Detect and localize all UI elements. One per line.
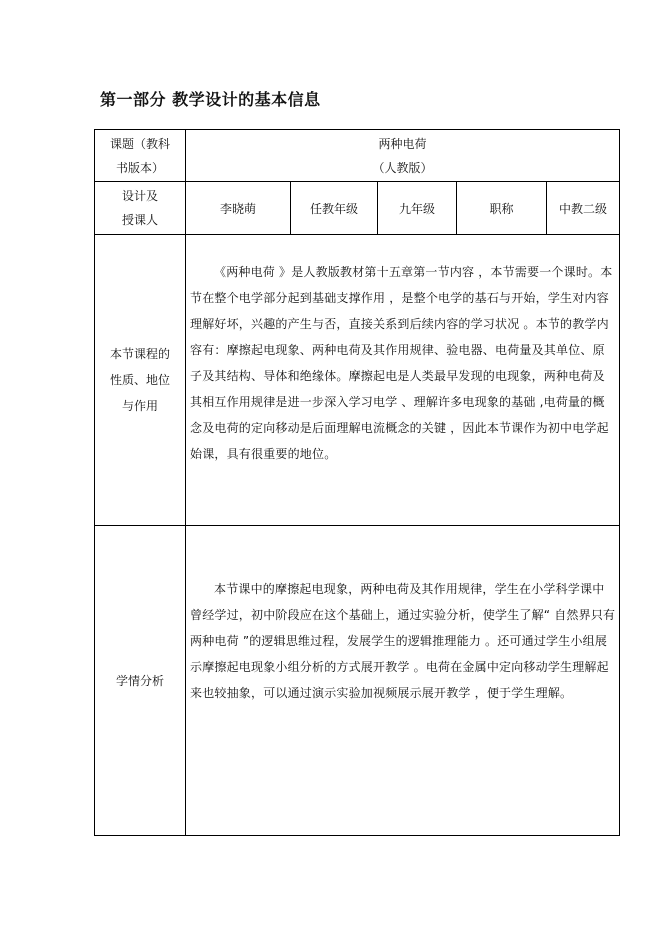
topic-label-line: 书版本） <box>115 160 164 175</box>
analysis-text: 本节课中的摩擦起电现象，两种电荷及其作用规律，学生在小学科学课中曾经学过，初中阶段应在这个基础上，通过实验分析，使学生了解“ 自然界只有两种电荷 ”的逻辑思维过程，发展学生的逻辑推理能力 。还可通过学生小组展示摩擦起电现象小组分析的方式展开教学 。电荷在金属中定向移动学生理解起来也较抽象，可以通过演示实验加视频展示展开教学 ，便于学生理解。 <box>190 582 616 700</box>
analysis-text-cell <box>186 526 620 836</box>
analysis-label: 学情分析 <box>95 526 186 836</box>
designer-label-line: 授课人 <box>121 213 158 227</box>
nature-row <box>95 235 620 526</box>
title-value: 中教二级 <box>547 182 620 235</box>
designer-label-line: 设计及 <box>121 189 158 203</box>
topic-title: 两种电荷 <box>378 136 427 151</box>
nature-text-cell <box>186 235 620 526</box>
nature-label-line: 与作用 <box>121 399 158 413</box>
section-heading: 第一部分 教学设计的基本信息 <box>100 90 321 109</box>
topic-value-cell <box>186 130 620 182</box>
basic-info-table <box>94 129 620 836</box>
grade-label: 任教年级 <box>291 182 378 235</box>
topic-label-cell <box>95 130 186 182</box>
nature-label-line: 性质、地位 <box>109 373 170 387</box>
designer-label-cell <box>95 182 186 235</box>
nature-label-line: 本节课程的 <box>109 347 170 361</box>
topic-row <box>95 130 620 182</box>
grade-value: 九年级 <box>378 182 457 235</box>
topic-edition: （人教版） <box>372 160 433 175</box>
analysis-row <box>95 526 620 836</box>
designer-name: 李晓萌 <box>186 182 291 235</box>
topic-label-line: 课题（教科 <box>109 136 170 151</box>
nature-text: 《两种电荷 》是人教版教材第十五章第一节内容 ，本节需要一个课时。本节在整个电学部分起到基础支撑作用 ，是整个电学的基石与开始，学生对内容理解好坏，兴趣的产生与否，直接关系到后续内容的学习状况 。本节的教学内容有：摩擦起电现象、两种电荷及其作用规律、验电器、电荷量及其单位、原子及其结构、导体和绝缘体。摩擦起电是人类最早发现的电现象，两种电荷及其相互作用规律是进一步深入学习电学 、理解许多电现象的基础 ,电荷量的概念及电荷的定向移动是后面理解电流概念的关键 ，因此本节课作为初中电学起始课，具有很重要的地位。 <box>190 265 613 461</box>
designer-row <box>95 182 620 235</box>
nature-label-cell <box>95 235 186 526</box>
title-label: 职称 <box>457 182 547 235</box>
